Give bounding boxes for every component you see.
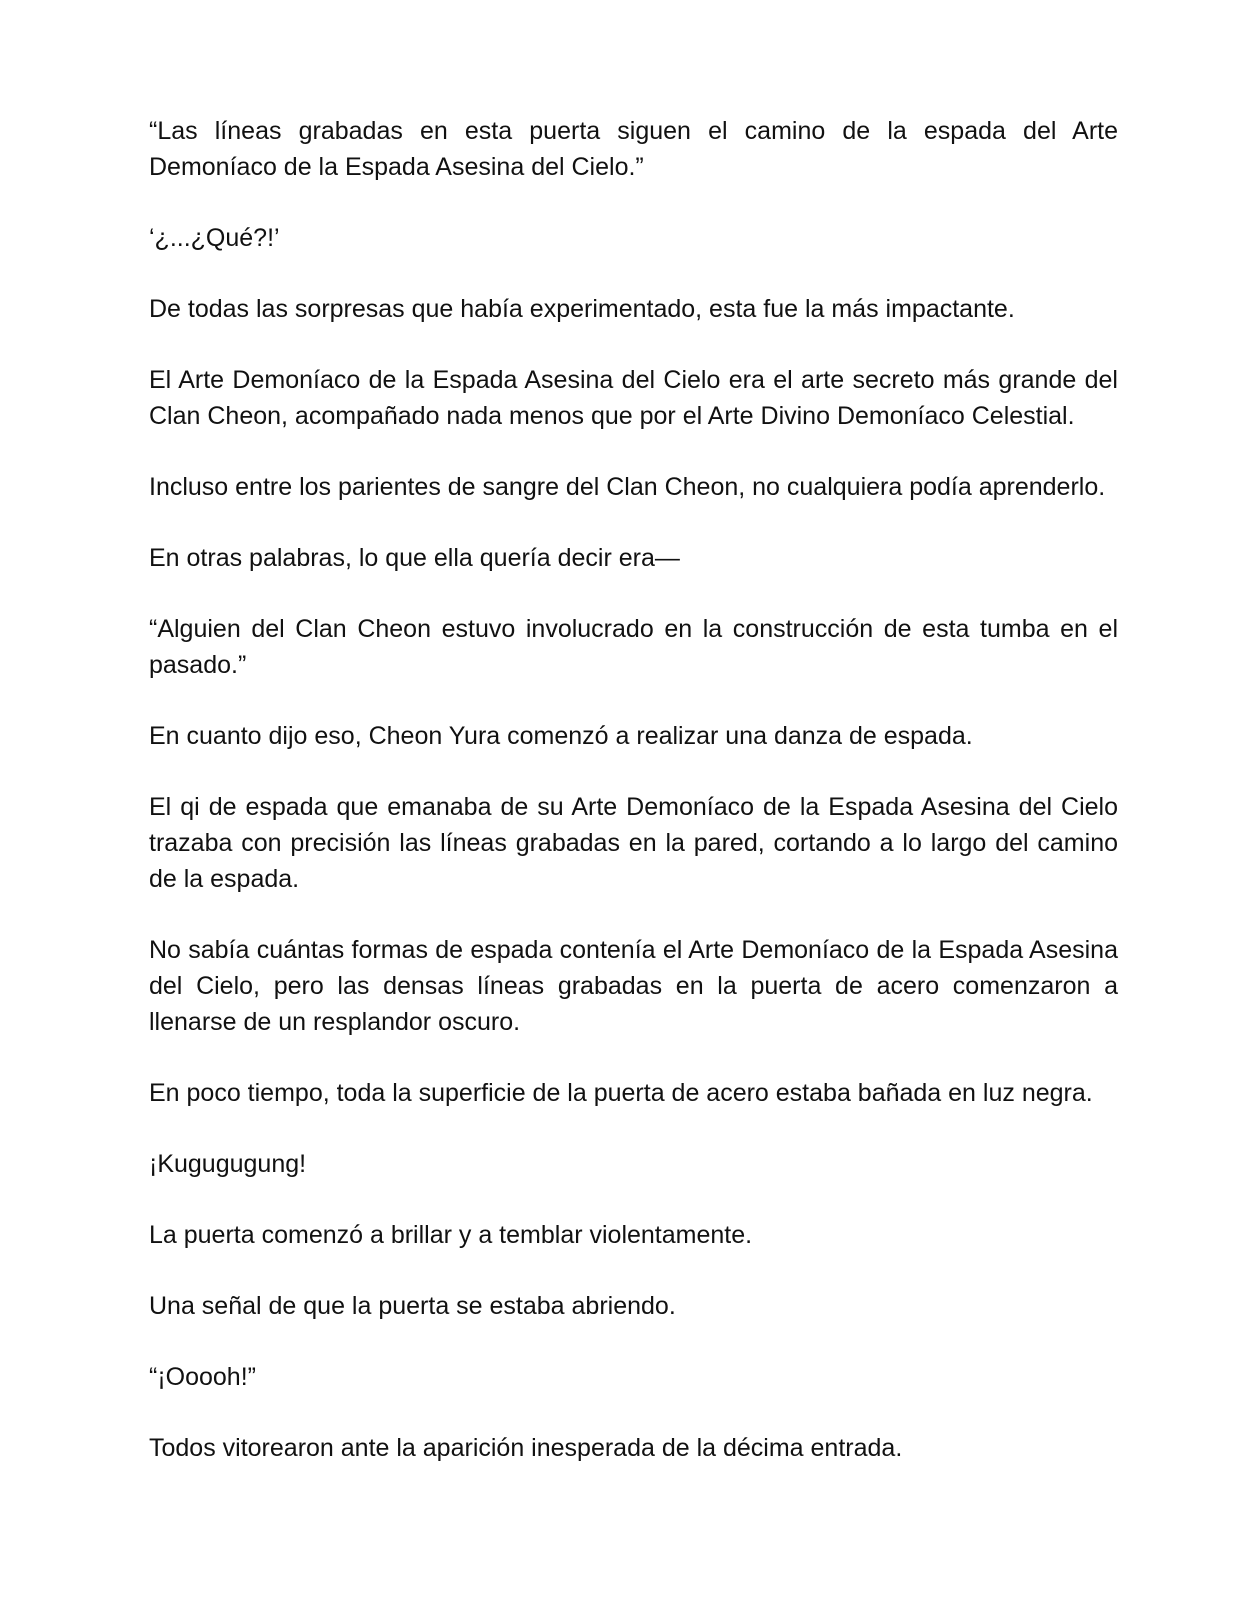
paragraph: El Arte Demoníaco de la Espada Asesina del Cielo era el arte secreto más grande del Clan Cheon, acompañado nada menos que por el Arte Divino Demoníaco Celestial. (149, 366, 1118, 430)
paragraph: En otras palabras, lo que ella quería decir era— (149, 544, 680, 572)
paragraph: Una señal de que la puerta se estaba abriendo. (149, 1292, 676, 1320)
paragraph: El qi de espada que emanaba de su Arte Demoníaco de la Espada Asesina del Cielo trazaba con precisión las líneas grabadas en la pared, cortando a lo largo del camino de la espada. (149, 793, 1118, 893)
paragraph: “Las líneas grabadas en esta puerta siguen el camino de la espada del Arte Demoníaco de la Espada Asesina del Cielo.” (149, 117, 1118, 181)
paragraph: La puerta comenzó a brillar y a temblar violentamente. (149, 1221, 753, 1249)
paragraph: Todos vitorearon ante la aparición inesperada de la décima entrada. (149, 1434, 903, 1462)
paragraph: En cuanto dijo eso, Cheon Yura comenzó a realizar una danza de espada. (149, 722, 973, 750)
document-page (149, 113, 1118, 1501)
paragraph: “Alguien del Clan Cheon estuvo involucrado en la construcción de esta tumba en el pasado.” (149, 615, 1118, 679)
paragraph: ‘¿...¿Qué?!’ (149, 224, 280, 252)
paragraph: ¡Kugugugung! (149, 1150, 307, 1178)
paragraph: Incluso entre los parientes de sangre del Clan Cheon, no cualquiera podía aprenderlo. (149, 473, 1106, 501)
paragraph: En poco tiempo, toda la superficie de la puerta de acero estaba bañada en luz negra. (149, 1079, 1093, 1107)
paragraph: No sabía cuántas formas de espada contenía el Arte Demoníaco de la Espada Asesina del Cielo, pero las densas líneas grabadas en la puerta de acero comenzaron a llenarse de un resplandor oscuro. (149, 936, 1118, 1036)
paragraph: De todas las sorpresas que había experimentado, esta fue la más impactante. (149, 295, 1015, 323)
paragraph: “¡Ooooh!” (149, 1363, 256, 1391)
